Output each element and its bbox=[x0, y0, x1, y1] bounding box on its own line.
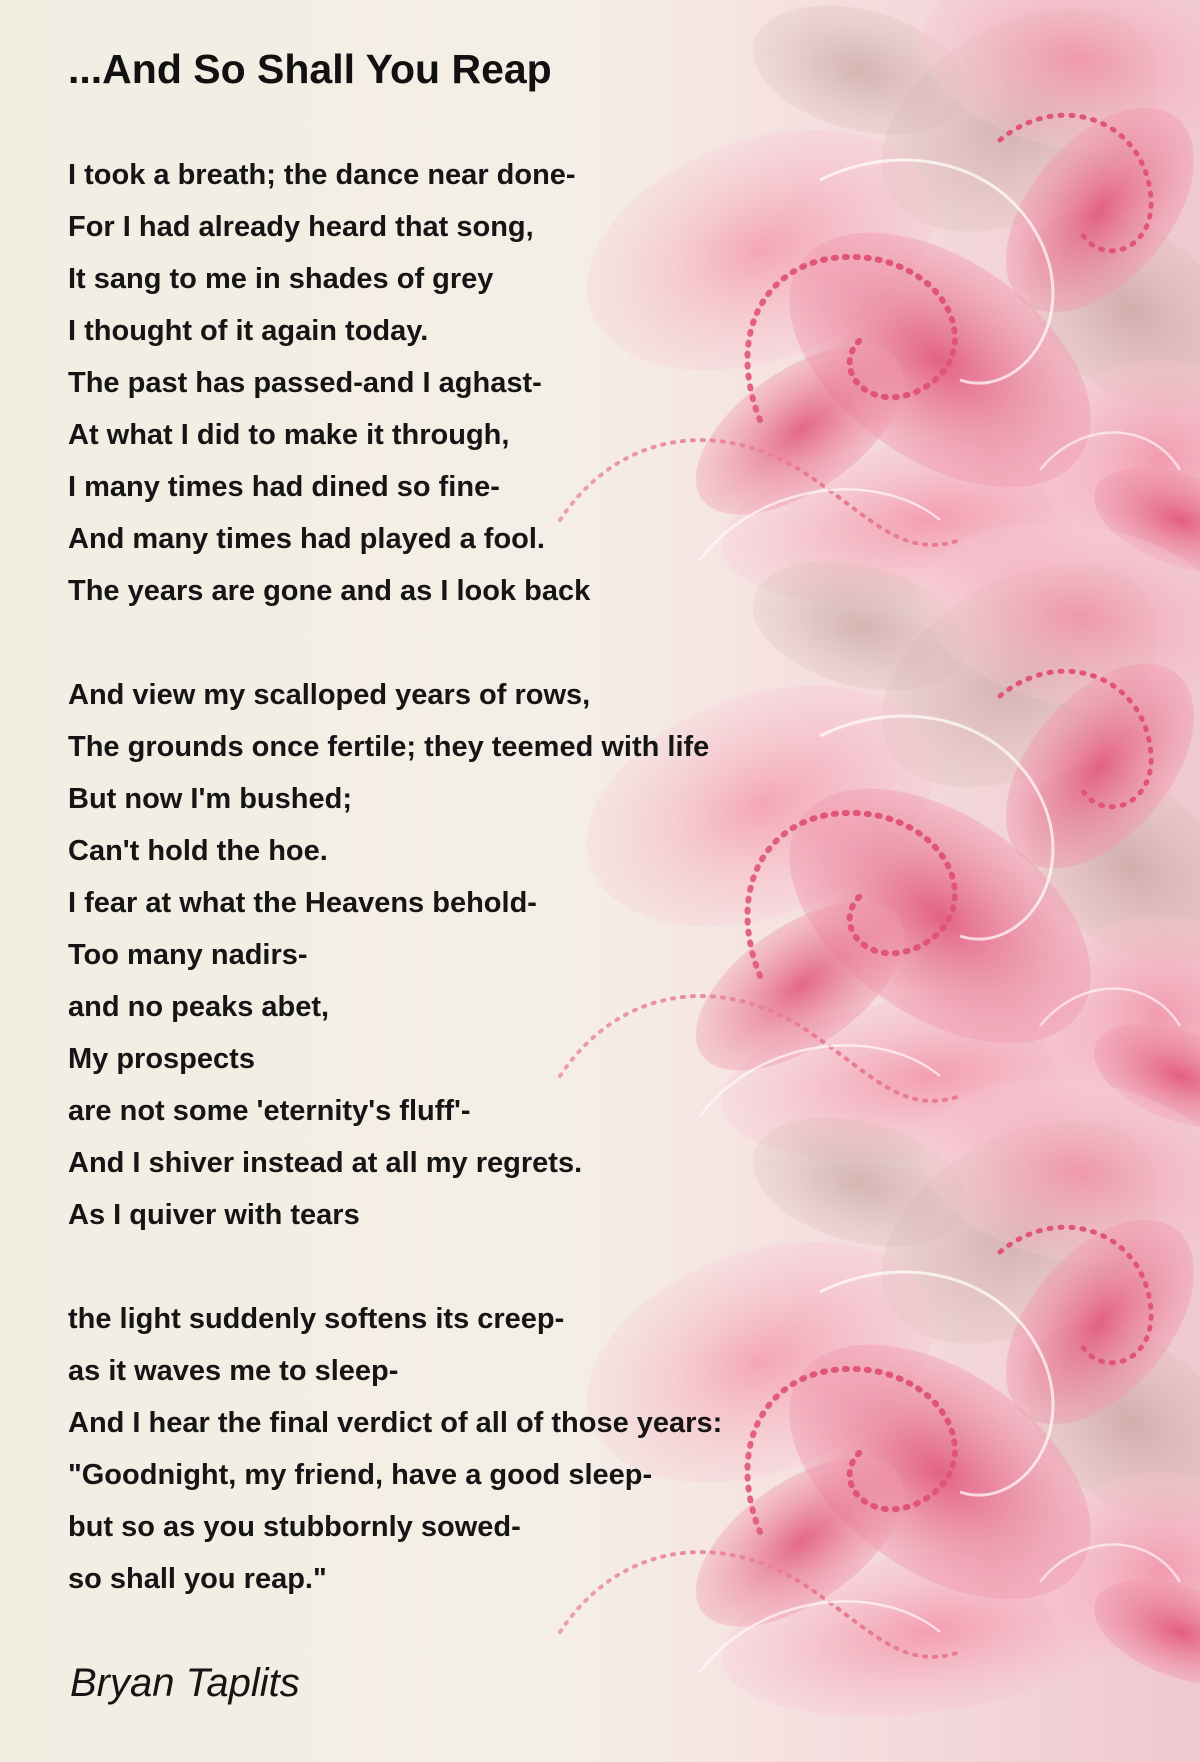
poem-line: And many times had played a fool. bbox=[68, 523, 545, 555]
poem-line: I fear at what the Heavens behold- bbox=[68, 887, 537, 919]
stanza-break bbox=[68, 1241, 1068, 1293]
poem-line: as it waves me to sleep- bbox=[68, 1355, 399, 1387]
poem-line: Too many nadirs- bbox=[68, 939, 308, 971]
poem-line: I took a breath; the dance near done- bbox=[68, 159, 576, 191]
poem-line: I many times had dined so fine- bbox=[68, 471, 500, 503]
poem-line: And view my scalloped years of rows, bbox=[68, 679, 591, 711]
poem-line: And I shiver instead at all my regrets. bbox=[68, 1147, 583, 1179]
poem-line: Can't hold the hoe. bbox=[68, 835, 328, 867]
poem-line: but so as you stubbornly sowed- bbox=[68, 1511, 521, 1543]
poem-line: At what I did to make it through, bbox=[68, 419, 510, 451]
poem-author: Bryan Taplits bbox=[70, 1661, 300, 1705]
poem-body bbox=[68, 149, 1068, 1605]
poem-title: ...And So Shall You Reap bbox=[68, 46, 552, 92]
poem-line: are not some 'eternity's fluff'- bbox=[68, 1095, 471, 1127]
poem-line: My prospects bbox=[68, 1043, 255, 1075]
poem-line: the light suddenly softens its creep- bbox=[68, 1303, 565, 1335]
poem-line: The years are gone and as I look back bbox=[68, 575, 591, 607]
poem-line: The grounds once fertile; they teemed with life bbox=[68, 731, 710, 763]
poem-line: I thought of it again today. bbox=[68, 315, 429, 347]
poem-line: And I hear the final verdict of all of those years: bbox=[68, 1407, 723, 1439]
poem-line: and no peaks abet, bbox=[68, 991, 330, 1023]
poem-line: "Goodnight, my friend, have a good sleep- bbox=[68, 1459, 653, 1491]
poem-line: As I quiver with tears bbox=[68, 1199, 360, 1231]
poem-line: For I had already heard that song, bbox=[68, 211, 534, 243]
poem-line: The past has passed-and I aghast- bbox=[68, 367, 542, 399]
poem-line: so shall you reap." bbox=[68, 1563, 327, 1595]
poem-line: But now I'm bushed; bbox=[68, 783, 352, 815]
poem-line: It sang to me in shades of grey bbox=[68, 263, 494, 295]
stanza-break bbox=[68, 617, 1068, 669]
